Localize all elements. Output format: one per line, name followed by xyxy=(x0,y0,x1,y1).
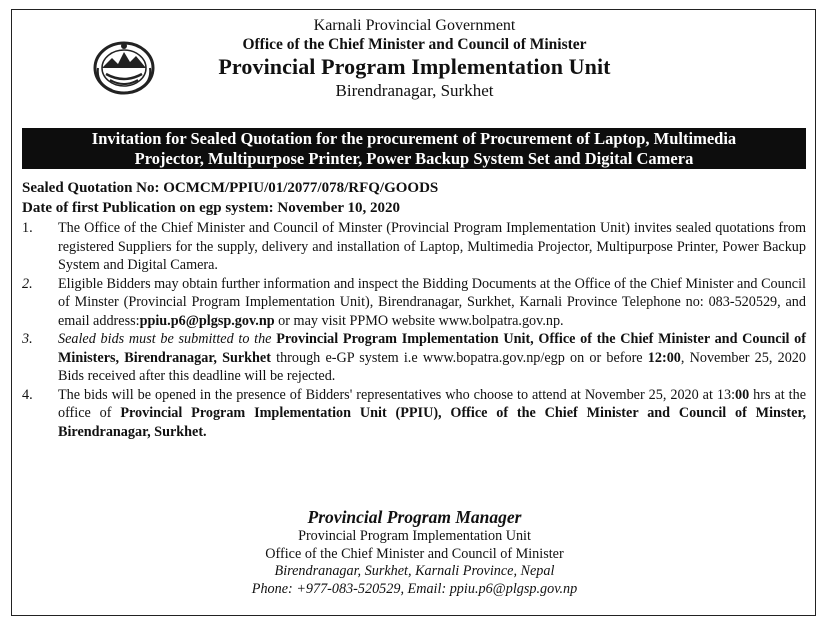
banner-line-2: Projector, Multipurpose Printer, Power Backup System Set and Digital Camera xyxy=(134,149,694,168)
signatory-title: Provincial Program Manager xyxy=(307,507,522,527)
item-text: The Office of the Chief Minister and Council of Minster (Provincial Program Implementation Unit) invites sealed quotations from registered Suppliers for the supply, delivery and installation of Laptop, Multimedia Projector, Multipurpose Printer, Power Backup System and Digital Camera. xyxy=(58,220,806,273)
notice-items xyxy=(22,219,806,441)
notice-header xyxy=(0,17,829,101)
list-item xyxy=(22,219,806,275)
list-item xyxy=(22,386,806,442)
item-number: 2. xyxy=(22,275,33,292)
signatory-address: Birendranagar, Surkhet, Karnali Province, Nepal xyxy=(274,563,555,579)
first-publication-date: Date of first Publication on egp system: November 10, 2020 xyxy=(22,200,401,216)
list-item xyxy=(22,330,806,386)
item-text: hrs at the office of xyxy=(58,386,806,421)
banner-line-1: Invitation for Sealed Quotation for the procurement of Procurement of Laptop, Multimedia xyxy=(91,129,737,148)
location: Birendranagar, Surkhet xyxy=(335,81,494,100)
item-text: Sealed bids must be submitted to the xyxy=(58,331,277,347)
signatory-unit: Provincial Program Implementation Unit xyxy=(298,528,531,544)
invitation-banner xyxy=(22,128,806,169)
deadline-time: 12:00 xyxy=(647,349,681,366)
government-name: Karnali Provincial Government xyxy=(313,17,516,34)
quotation-number: Sealed Quotation No: OCMCM/PPIU/01/2077/078/RFQ/GOODS xyxy=(22,180,439,196)
item-text: through e-GP system i.e www.bopatra.gov.np/egp on or before xyxy=(270,349,648,366)
contact-email: ppiu.p6@plgsp.gov.np xyxy=(139,312,275,329)
unit-name: Provincial Program Implementation Unit xyxy=(218,54,611,79)
item-number: 3. xyxy=(22,331,33,347)
item-text: The bids will be opened in the presence of Bidders' representatives who choose to attend at November 25, 2020 at 13: xyxy=(58,386,736,403)
item-number: 4. xyxy=(22,386,33,403)
submission-office: Provincial Program Implementation Unit, Office of the Chief Minister and Council of Ministers, Birendranagar, Surkhet xyxy=(58,331,806,366)
item-number: 1. xyxy=(22,220,33,236)
reference-block xyxy=(22,178,806,218)
item-text: , November 25, 2020 Bids received after this deadline will be rejected. xyxy=(58,349,806,384)
opening-time: 00 xyxy=(735,386,750,403)
opening-office: Provincial Program Implementation Unit (PPIU), Office of the Chief Minister and Council of Minster, Birendranagar, Surkhet. xyxy=(58,405,806,440)
item-text: or may visit PPMO website www.bolpatra.gov.np. xyxy=(274,312,564,329)
office-name: Office of the Chief Minister and Council of Minister xyxy=(242,36,587,53)
list-item xyxy=(22,275,806,331)
signature-block xyxy=(0,507,829,598)
signatory-contact: Phone: +977-083-520529, Email: ppiu.p6@plgsp.gov.np xyxy=(251,580,578,597)
signatory-office: Office of the Chief Minister and Council of Minister xyxy=(265,545,564,562)
item-text: Eligible Bidders may obtain further information and inspect the Bidding Documents at the Office of the Chief Minister and Council of Minster (Provincial Program Implementation Unit), Birendranagar, Surkhet, Karnali Province Telephone no: 083-520529, and email address: xyxy=(58,275,806,329)
